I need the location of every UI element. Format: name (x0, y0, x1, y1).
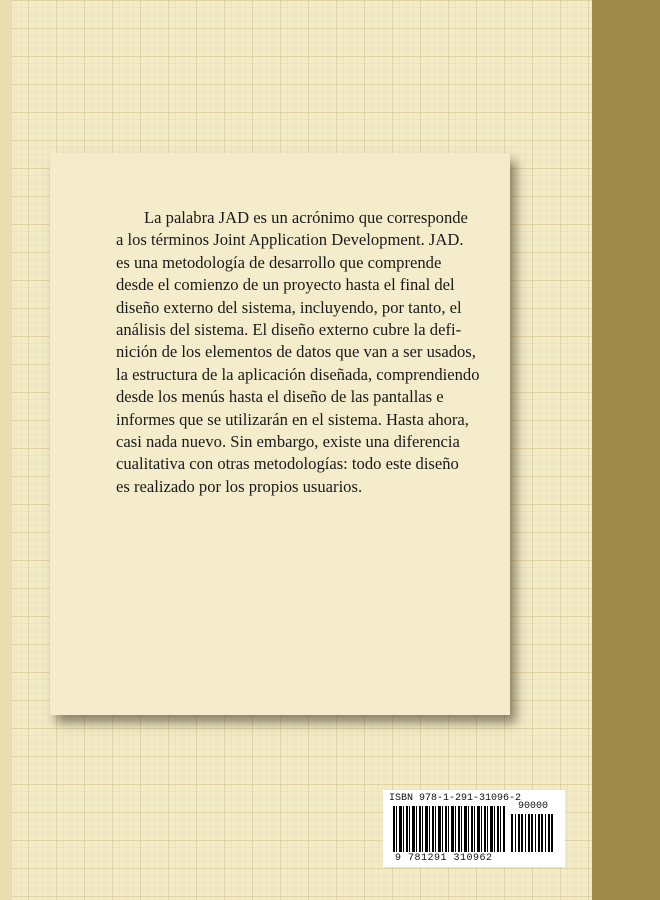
isbn-label: ISBN 978-1-291-31096-2 (389, 793, 522, 804)
paragraph-line: cualitativa con otras metodologías: todo este diseño (116, 454, 459, 474)
paragraph-line: informes que se utilizarán en el sistema. Hasta ahora, (116, 409, 469, 429)
barcode-digits: 9 781291 310962 (395, 853, 493, 864)
left-edge-strip (0, 0, 12, 900)
price-code: 90000 (518, 801, 549, 812)
body-paragraph (116, 207, 480, 498)
paragraph-line: casi nada nuevo. Sin embargo, existe una diferencia (116, 432, 460, 452)
paragraph-line: es una metodología de desarrollo que comprende (116, 252, 442, 272)
paragraph-line: La palabra JAD es un acrónimo que corresponde (144, 208, 468, 227)
book-spine (592, 0, 660, 900)
paragraph-line: nición de los elementos de datos que van a ser usados, (116, 342, 476, 362)
paragraph-line: la estructura de la aplicación diseñada, comprendiendo (116, 364, 480, 384)
paragraph-line: análisis del sistema. El diseño externo cubre la defi- (116, 320, 462, 340)
paragraph-line: a los términos Joint Application Development. JAD. (116, 230, 464, 250)
paragraph-line: desde el comienzo de un proyecto hasta el final del (116, 275, 455, 295)
paragraph-line: desde los menús hasta el diseño de las pantallas e (116, 387, 444, 407)
barcode-bars (393, 806, 505, 852)
paragraph-line: es realizado por los propios usuarios. (116, 476, 363, 496)
paragraph-line: diseño externo del sistema, incluyendo, por tanto, el (116, 297, 462, 317)
text-panel (50, 153, 510, 715)
isbn-barcode (383, 790, 565, 867)
barcode-addon-bars (511, 814, 555, 852)
